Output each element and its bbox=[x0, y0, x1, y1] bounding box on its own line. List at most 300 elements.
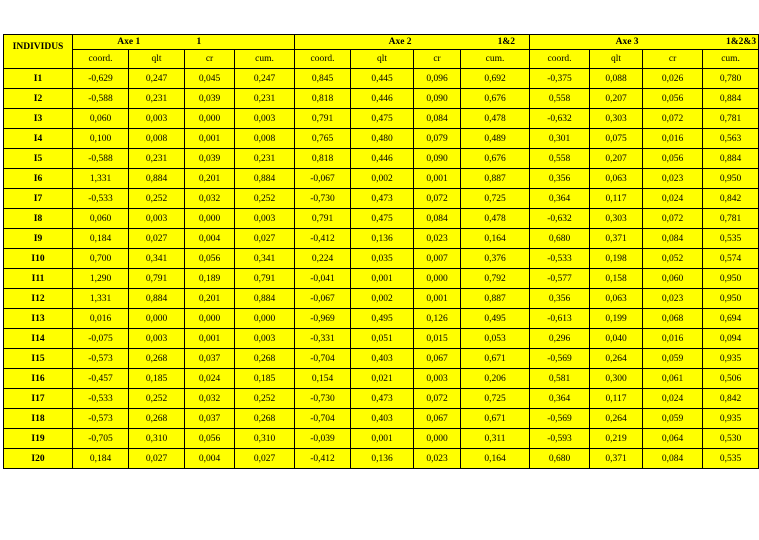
table-cell: 0,371 bbox=[590, 229, 643, 249]
table-cell: 0,268 bbox=[235, 349, 295, 369]
table-cell: 0,084 bbox=[414, 109, 461, 129]
table-cell: 0,136 bbox=[351, 449, 414, 469]
table-cell: 0,884 bbox=[703, 149, 759, 169]
row-label: I5 bbox=[4, 149, 73, 169]
table-cell: 0,001 bbox=[351, 269, 414, 289]
table-cell: 0,725 bbox=[461, 389, 530, 409]
subheader-cell: qlt bbox=[590, 50, 643, 69]
table-cell: 0,185 bbox=[235, 369, 295, 389]
table-row bbox=[4, 129, 759, 149]
table-cell: 0,252 bbox=[129, 389, 185, 409]
subheader-cell: cr bbox=[643, 50, 703, 69]
table-cell: 0,219 bbox=[590, 429, 643, 449]
table-cell: 0,303 bbox=[590, 109, 643, 129]
table-cell: 0,791 bbox=[235, 269, 295, 289]
table-cell: 0,781 bbox=[703, 209, 759, 229]
table-cell: 0,445 bbox=[351, 69, 414, 89]
table-cell: 0,310 bbox=[129, 429, 185, 449]
table-cell: 0,185 bbox=[129, 369, 185, 389]
table-cell: 0,016 bbox=[643, 329, 703, 349]
table-cell: 0,094 bbox=[703, 329, 759, 349]
table-cell: 0,001 bbox=[414, 289, 461, 309]
table-cell: 0,581 bbox=[530, 369, 590, 389]
table-cell: 0,252 bbox=[129, 189, 185, 209]
table-cell: 0,003 bbox=[235, 109, 295, 129]
table-cell: 0,072 bbox=[414, 389, 461, 409]
table-cell: -0,457 bbox=[73, 369, 129, 389]
row-label: I20 bbox=[4, 449, 73, 469]
table-cell: 0,039 bbox=[185, 149, 235, 169]
table-cell: 0,001 bbox=[185, 329, 235, 349]
table-cell: 0,117 bbox=[590, 389, 643, 409]
table-cell: 0,791 bbox=[295, 109, 351, 129]
table-cell: 0,818 bbox=[295, 149, 351, 169]
row-label: I14 bbox=[4, 329, 73, 349]
table-cell: 0,164 bbox=[461, 449, 530, 469]
table-cell: 0,039 bbox=[185, 89, 235, 109]
table-cell: 0,002 bbox=[351, 289, 414, 309]
table-cell: 0,495 bbox=[351, 309, 414, 329]
table-cell: 0,164 bbox=[461, 229, 530, 249]
table-cell: 0,063 bbox=[590, 289, 643, 309]
table-cell: 0,126 bbox=[414, 309, 461, 329]
table-cell: 0,574 bbox=[703, 249, 759, 269]
table-cell: -0,730 bbox=[295, 389, 351, 409]
table-cell: 0,154 bbox=[295, 369, 351, 389]
table-cell: -0,969 bbox=[295, 309, 351, 329]
table-cell: 0,032 bbox=[185, 389, 235, 409]
table-cell: 0,003 bbox=[129, 209, 185, 229]
table-cell: 0,473 bbox=[351, 389, 414, 409]
group-1-2: 1&2 bbox=[414, 35, 530, 50]
table-cell: 0,473 bbox=[351, 189, 414, 209]
table-cell: 0,680 bbox=[530, 449, 590, 469]
row-label: I12 bbox=[4, 289, 73, 309]
table-row bbox=[4, 309, 759, 329]
row-label: I16 bbox=[4, 369, 73, 389]
table-cell: 0,035 bbox=[351, 249, 414, 269]
table-cell: 0,207 bbox=[590, 149, 643, 169]
table-row bbox=[4, 249, 759, 269]
table-cell: 0,072 bbox=[643, 109, 703, 129]
table-cell: 0,201 bbox=[185, 289, 235, 309]
table-cell: 0,053 bbox=[461, 329, 530, 349]
table-cell: -0,704 bbox=[295, 349, 351, 369]
table-wrapper bbox=[3, 34, 759, 469]
row-label: I4 bbox=[4, 129, 73, 149]
table-cell: -0,730 bbox=[295, 189, 351, 209]
row-label: I10 bbox=[4, 249, 73, 269]
table-cell: 0,024 bbox=[643, 189, 703, 209]
table-cell: -0,629 bbox=[73, 69, 129, 89]
table-cell: 0,371 bbox=[590, 449, 643, 469]
table-cell: 0,818 bbox=[295, 89, 351, 109]
table-cell: 0,264 bbox=[590, 409, 643, 429]
table-cell: 0,075 bbox=[590, 129, 643, 149]
table-cell: 0,700 bbox=[73, 249, 129, 269]
table-cell: 0,184 bbox=[73, 229, 129, 249]
table-cell: 0,478 bbox=[461, 209, 530, 229]
row-label: I9 bbox=[4, 229, 73, 249]
table-cell: 0,051 bbox=[351, 329, 414, 349]
table-cell: 0,446 bbox=[351, 149, 414, 169]
table-cell: 0,060 bbox=[643, 269, 703, 289]
table-cell: 0,021 bbox=[351, 369, 414, 389]
table-cell: 0,252 bbox=[235, 389, 295, 409]
table-cell: 0,224 bbox=[295, 249, 351, 269]
table-cell: 0,296 bbox=[530, 329, 590, 349]
table-cell: 0,206 bbox=[461, 369, 530, 389]
table-cell: 0,231 bbox=[235, 149, 295, 169]
table-cell: 0,563 bbox=[703, 129, 759, 149]
table-cell: -0,533 bbox=[73, 389, 129, 409]
table-cell: 0,887 bbox=[461, 289, 530, 309]
table-cell: 0,008 bbox=[235, 129, 295, 149]
table-cell: 0,845 bbox=[295, 69, 351, 89]
table-cell: 0,791 bbox=[295, 209, 351, 229]
table-cell: -0,573 bbox=[73, 349, 129, 369]
table-row bbox=[4, 269, 759, 289]
table-cell: 0,061 bbox=[643, 369, 703, 389]
table-cell: -0,375 bbox=[530, 69, 590, 89]
row-label: I2 bbox=[4, 89, 73, 109]
table-cell: 0,364 bbox=[530, 189, 590, 209]
table-cell: 0,003 bbox=[129, 109, 185, 129]
row-label: I7 bbox=[4, 189, 73, 209]
table-cell: 0,884 bbox=[235, 289, 295, 309]
row-label: I1 bbox=[4, 69, 73, 89]
table-cell: 0,023 bbox=[643, 289, 703, 309]
table-cell: 0,207 bbox=[590, 89, 643, 109]
table-cell: -0,704 bbox=[295, 409, 351, 429]
table-cell: 0,004 bbox=[185, 229, 235, 249]
table-cell: 0,032 bbox=[185, 189, 235, 209]
table-cell: 0,478 bbox=[461, 109, 530, 129]
table-row bbox=[4, 289, 759, 309]
table-cell: 0,676 bbox=[461, 149, 530, 169]
table-cell: 0,201 bbox=[185, 169, 235, 189]
table-cell: 0,003 bbox=[235, 329, 295, 349]
table-cell: 0,016 bbox=[73, 309, 129, 329]
group-header-row bbox=[4, 35, 759, 50]
table-cell: 0,364 bbox=[530, 389, 590, 409]
table-cell: 0,026 bbox=[643, 69, 703, 89]
table-cell: 0,023 bbox=[643, 169, 703, 189]
table-cell: 0,056 bbox=[643, 89, 703, 109]
row-label: I3 bbox=[4, 109, 73, 129]
table-cell: -0,075 bbox=[73, 329, 129, 349]
table-cell: 0,780 bbox=[703, 69, 759, 89]
table-cell: 0,007 bbox=[414, 249, 461, 269]
table-cell: 0,694 bbox=[703, 309, 759, 329]
group-axe2: Axe 2 bbox=[295, 35, 414, 50]
table-cell: 0,056 bbox=[185, 429, 235, 449]
table-row bbox=[4, 349, 759, 369]
table-cell: 0,303 bbox=[590, 209, 643, 229]
table-cell: 0,056 bbox=[643, 149, 703, 169]
table-cell: 0,231 bbox=[129, 149, 185, 169]
group-1-2-3: 1&2&3 bbox=[643, 35, 759, 50]
table-cell: 0,052 bbox=[643, 249, 703, 269]
table-cell: 0,000 bbox=[185, 109, 235, 129]
table-cell: 0,247 bbox=[235, 69, 295, 89]
table-cell: 0,671 bbox=[461, 409, 530, 429]
table-cell: 0,950 bbox=[703, 169, 759, 189]
table-cell: 0,558 bbox=[530, 149, 590, 169]
table-cell: 0,301 bbox=[530, 129, 590, 149]
table-cell: 0,884 bbox=[235, 169, 295, 189]
subheader-cell: qlt bbox=[351, 50, 414, 69]
table-cell: 0,884 bbox=[703, 89, 759, 109]
table-cell: 0,935 bbox=[703, 409, 759, 429]
table-cell: 0,000 bbox=[414, 269, 461, 289]
table-cell: 0,000 bbox=[185, 209, 235, 229]
table-cell: 0,136 bbox=[351, 229, 414, 249]
table-cell: 0,247 bbox=[129, 69, 185, 89]
table-cell: 0,725 bbox=[461, 189, 530, 209]
table-cell: 0,268 bbox=[235, 409, 295, 429]
table-cell: 0,059 bbox=[643, 409, 703, 429]
table-cell: 0,356 bbox=[530, 289, 590, 309]
table-cell: -0,412 bbox=[295, 229, 351, 249]
row-label: I13 bbox=[4, 309, 73, 329]
table-cell: 0,495 bbox=[461, 309, 530, 329]
table-cell: 0,037 bbox=[185, 409, 235, 429]
table-cell: 0,671 bbox=[461, 349, 530, 369]
table-row bbox=[4, 109, 759, 129]
table-cell: 0,341 bbox=[129, 249, 185, 269]
subheader-cell: cum. bbox=[235, 50, 295, 69]
table-cell: 0,027 bbox=[235, 449, 295, 469]
table-cell: 0,002 bbox=[351, 169, 414, 189]
table-cell: 0,040 bbox=[590, 329, 643, 349]
table-cell: 0,072 bbox=[414, 189, 461, 209]
table-row bbox=[4, 389, 759, 409]
group-1: 1 bbox=[185, 35, 295, 50]
table-cell: 0,084 bbox=[643, 229, 703, 249]
table-cell: 0,063 bbox=[590, 169, 643, 189]
table-cell: -0,039 bbox=[295, 429, 351, 449]
table-cell: 0,535 bbox=[703, 449, 759, 469]
table-cell: 0,506 bbox=[703, 369, 759, 389]
table-cell: 0,000 bbox=[414, 429, 461, 449]
table-cell: 0,535 bbox=[703, 229, 759, 249]
row-label: I15 bbox=[4, 349, 73, 369]
group-axe1: Axe 1 bbox=[73, 35, 185, 50]
table-cell: 0,376 bbox=[461, 249, 530, 269]
table-cell: 0,558 bbox=[530, 89, 590, 109]
table-cell: 0,023 bbox=[414, 449, 461, 469]
individus-header: INDIVIDUS bbox=[4, 35, 73, 69]
subheader-row bbox=[4, 50, 759, 69]
table-cell: 0,475 bbox=[351, 109, 414, 129]
table-cell: 0,008 bbox=[129, 129, 185, 149]
table-cell: 0,084 bbox=[414, 209, 461, 229]
row-label: I17 bbox=[4, 389, 73, 409]
table-cell: -0,573 bbox=[73, 409, 129, 429]
table-cell: 0,117 bbox=[590, 189, 643, 209]
table-cell: -0,569 bbox=[530, 409, 590, 429]
table-cell: 0,189 bbox=[185, 269, 235, 289]
table-cell: 0,231 bbox=[129, 89, 185, 109]
table-row bbox=[4, 229, 759, 249]
table-cell: 0,024 bbox=[185, 369, 235, 389]
subheader-cell: coord. bbox=[530, 50, 590, 69]
table-cell: -0,588 bbox=[73, 149, 129, 169]
table-cell: -0,613 bbox=[530, 309, 590, 329]
table-cell: 0,842 bbox=[703, 189, 759, 209]
individus-table bbox=[3, 34, 759, 469]
table-cell: 0,001 bbox=[185, 129, 235, 149]
table-cell: 0,059 bbox=[643, 349, 703, 369]
table-cell: 0,310 bbox=[235, 429, 295, 449]
table-cell: -0,533 bbox=[73, 189, 129, 209]
table-cell: 0,015 bbox=[414, 329, 461, 349]
table-cell: 0,341 bbox=[235, 249, 295, 269]
table-cell: 0,792 bbox=[461, 269, 530, 289]
table-row bbox=[4, 409, 759, 429]
table-cell: 0,072 bbox=[643, 209, 703, 229]
table-cell: 0,480 bbox=[351, 129, 414, 149]
table-cell: 0,004 bbox=[185, 449, 235, 469]
table-cell: 0,446 bbox=[351, 89, 414, 109]
subheader-cell: cr bbox=[185, 50, 235, 69]
table-cell: 0,088 bbox=[590, 69, 643, 89]
table-cell: 0,056 bbox=[185, 249, 235, 269]
subheader-cell: coord. bbox=[73, 50, 129, 69]
table-cell: 0,068 bbox=[643, 309, 703, 329]
table-cell: 0,023 bbox=[414, 229, 461, 249]
table-row bbox=[4, 89, 759, 109]
subheader-cell: cum. bbox=[703, 50, 759, 69]
table-cell: 0,356 bbox=[530, 169, 590, 189]
table-cell: 0,842 bbox=[703, 389, 759, 409]
row-label: I11 bbox=[4, 269, 73, 289]
table-cell: 1,290 bbox=[73, 269, 129, 289]
table-cell: 0,692 bbox=[461, 69, 530, 89]
table-cell: 0,884 bbox=[129, 169, 185, 189]
table-cell: 0,027 bbox=[235, 229, 295, 249]
table-cell: 0,475 bbox=[351, 209, 414, 229]
table-cell: -0,412 bbox=[295, 449, 351, 469]
row-label: I6 bbox=[4, 169, 73, 189]
table-cell: 1,331 bbox=[73, 289, 129, 309]
table-cell: 0,027 bbox=[129, 229, 185, 249]
table-row bbox=[4, 209, 759, 229]
table-cell: 0,003 bbox=[235, 209, 295, 229]
table-cell: 0,300 bbox=[590, 369, 643, 389]
table-cell: -0,593 bbox=[530, 429, 590, 449]
table-row bbox=[4, 149, 759, 169]
table-row bbox=[4, 429, 759, 449]
table-cell: 0,045 bbox=[185, 69, 235, 89]
table-cell: 0,016 bbox=[643, 129, 703, 149]
table-cell: 0,067 bbox=[414, 409, 461, 429]
table-cell: 0,950 bbox=[703, 289, 759, 309]
table-cell: -0,331 bbox=[295, 329, 351, 349]
table-cell: 0,003 bbox=[129, 329, 185, 349]
table-row bbox=[4, 449, 759, 469]
table-cell: -0,705 bbox=[73, 429, 129, 449]
table-cell: 0,676 bbox=[461, 89, 530, 109]
table-cell: 0,000 bbox=[185, 309, 235, 329]
table-cell: 0,231 bbox=[235, 89, 295, 109]
table-cell: 0,935 bbox=[703, 349, 759, 369]
table-cell: 0,158 bbox=[590, 269, 643, 289]
table-cell: 0,084 bbox=[643, 449, 703, 469]
row-label: I8 bbox=[4, 209, 73, 229]
table-cell: -0,533 bbox=[530, 249, 590, 269]
table-cell: 0,311 bbox=[461, 429, 530, 449]
table-cell: 0,781 bbox=[703, 109, 759, 129]
table-row bbox=[4, 369, 759, 389]
table-cell: 0,184 bbox=[73, 449, 129, 469]
table-cell: 0,489 bbox=[461, 129, 530, 149]
table-cell: 0,001 bbox=[414, 169, 461, 189]
table-cell: 0,024 bbox=[643, 389, 703, 409]
table-cell: 0,950 bbox=[703, 269, 759, 289]
table-cell: 0,090 bbox=[414, 89, 461, 109]
table-row bbox=[4, 69, 759, 89]
table-cell: 0,060 bbox=[73, 109, 129, 129]
table-cell: 0,090 bbox=[414, 149, 461, 169]
table-cell: 0,079 bbox=[414, 129, 461, 149]
table-cell: 0,530 bbox=[703, 429, 759, 449]
table-cell: -0,632 bbox=[530, 209, 590, 229]
table-cell: 1,331 bbox=[73, 169, 129, 189]
table-cell: 0,268 bbox=[129, 349, 185, 369]
table-cell: -0,577 bbox=[530, 269, 590, 289]
table-row bbox=[4, 329, 759, 349]
table-cell: -0,632 bbox=[530, 109, 590, 129]
table-cell: 0,680 bbox=[530, 229, 590, 249]
table-cell: 0,765 bbox=[295, 129, 351, 149]
table-cell: 0,027 bbox=[129, 449, 185, 469]
table-cell: 0,100 bbox=[73, 129, 129, 149]
table-cell: -0,067 bbox=[295, 169, 351, 189]
table-cell: 0,003 bbox=[414, 369, 461, 389]
table-cell: 0,096 bbox=[414, 69, 461, 89]
table-cell: 0,403 bbox=[351, 409, 414, 429]
table-cell: -0,588 bbox=[73, 89, 129, 109]
table-cell: 0,884 bbox=[129, 289, 185, 309]
table-cell: 0,791 bbox=[129, 269, 185, 289]
table-cell: 0,887 bbox=[461, 169, 530, 189]
table-cell: 0,037 bbox=[185, 349, 235, 369]
subheader-cell: cum. bbox=[461, 50, 530, 69]
row-label: I18 bbox=[4, 409, 73, 429]
table-cell: 0,264 bbox=[590, 349, 643, 369]
table-cell: 0,000 bbox=[129, 309, 185, 329]
table-cell: 0,060 bbox=[73, 209, 129, 229]
table-cell: 0,199 bbox=[590, 309, 643, 329]
group-axe3: Axe 3 bbox=[530, 35, 643, 50]
row-label: I19 bbox=[4, 429, 73, 449]
table-cell: 0,268 bbox=[129, 409, 185, 429]
table-cell: -0,041 bbox=[295, 269, 351, 289]
table-cell: 0,067 bbox=[414, 349, 461, 369]
table-row bbox=[4, 189, 759, 209]
table-cell: -0,569 bbox=[530, 349, 590, 369]
subheader-cell: coord. bbox=[295, 50, 351, 69]
table-cell: 0,001 bbox=[351, 429, 414, 449]
table-cell: 0,403 bbox=[351, 349, 414, 369]
table-cell: 0,198 bbox=[590, 249, 643, 269]
subheader-cell: cr bbox=[414, 50, 461, 69]
table-row bbox=[4, 169, 759, 189]
table-cell: -0,067 bbox=[295, 289, 351, 309]
table-cell: 0,252 bbox=[235, 189, 295, 209]
